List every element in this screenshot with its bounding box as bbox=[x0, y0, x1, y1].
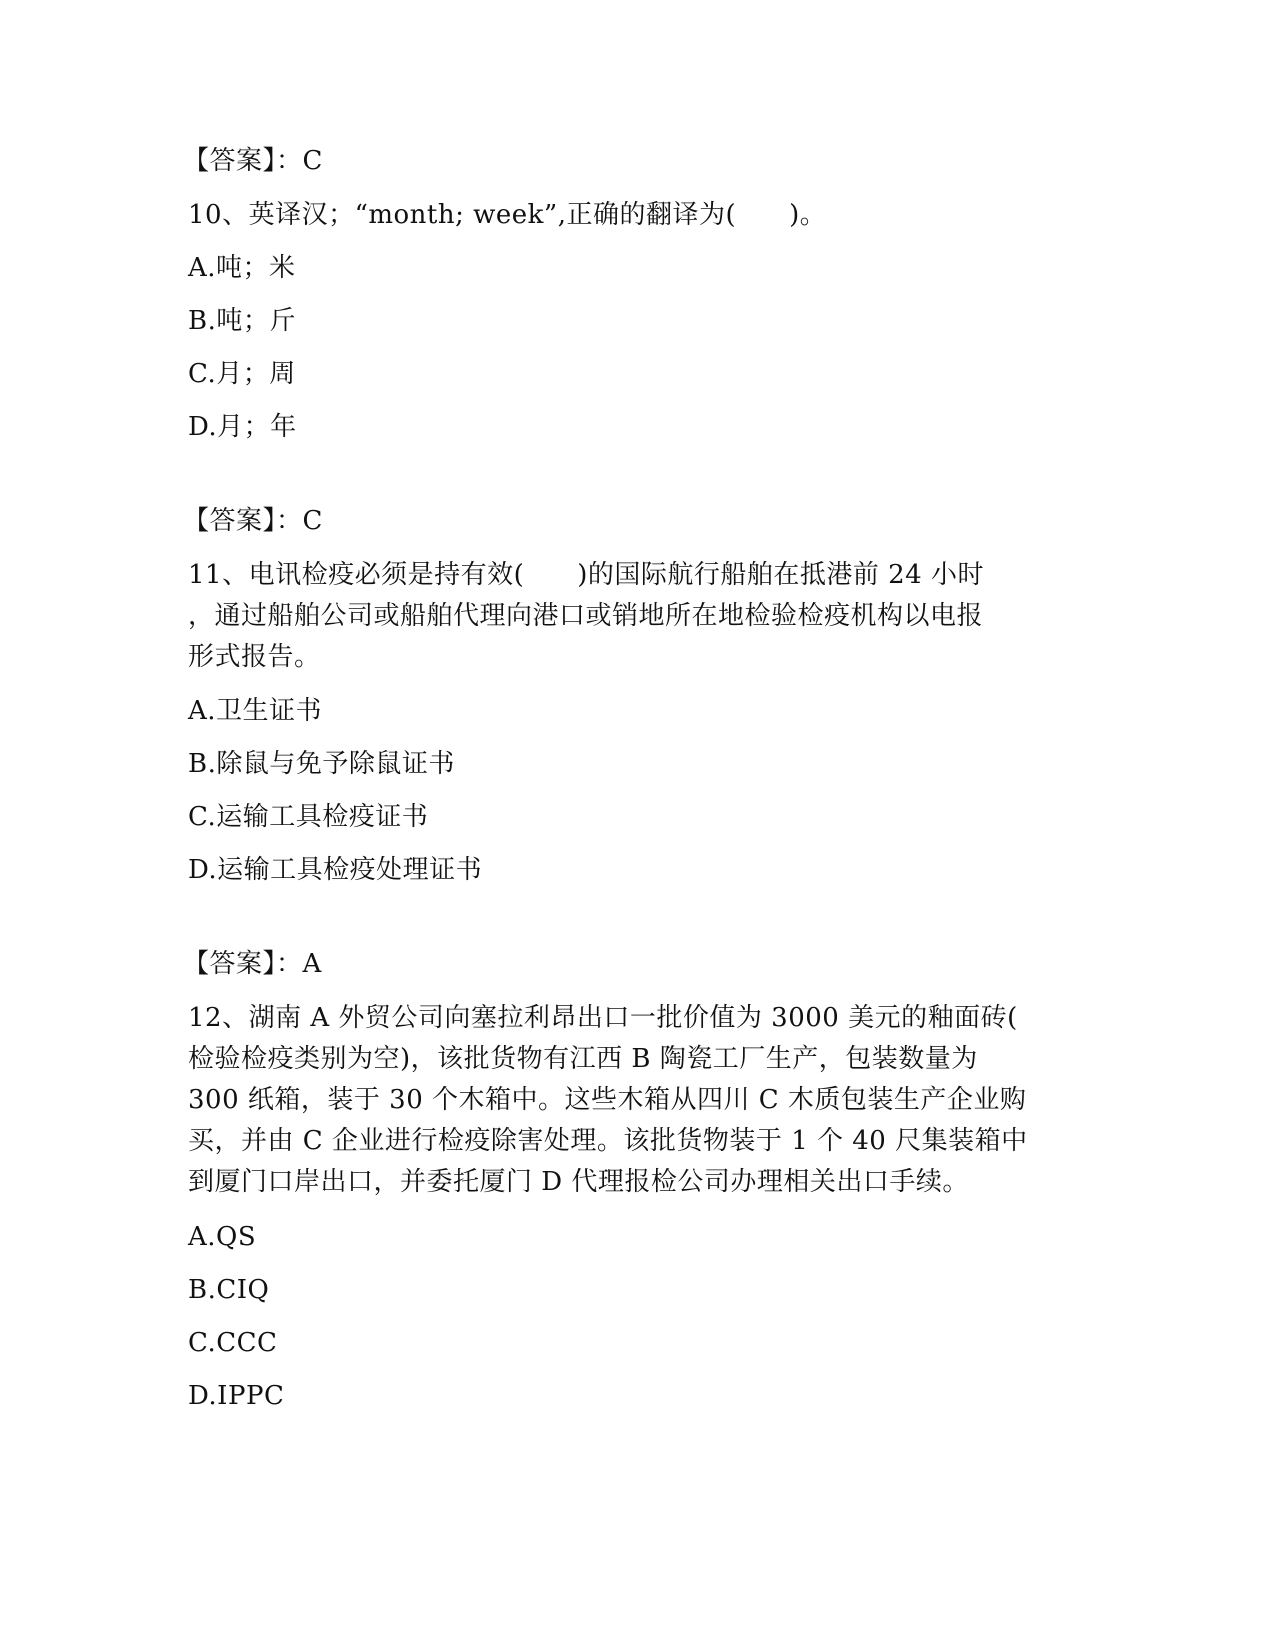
question-11-answer: 【答案】：A bbox=[183, 949, 322, 979]
question-10-option-b: B.吨；斤 bbox=[188, 306, 296, 336]
question-12-option-d: D.IPPC bbox=[188, 1381, 285, 1411]
question-11-option-a: A.卫生证书 bbox=[188, 696, 323, 726]
question-11-option-d: D.运输工具检疫处理证书 bbox=[188, 855, 483, 885]
question-12-option-a: A.QS bbox=[188, 1222, 257, 1252]
question-12-option-c: C.CCC bbox=[188, 1328, 278, 1358]
question-12-stem-line-1: 12、湖南 A 外贸公司向塞拉利昂出口一批价值为 3000 美元的釉面砖( bbox=[188, 1003, 1018, 1033]
question-12-stem-line-2: 检验检疫类别为空)，该批货物有江西 B 陶瓷工厂生产，包装数量为 bbox=[188, 1044, 978, 1074]
question-12-stem-line-4: 买，并由 C 企业进行检疫除害处理。该批货物装于 1 个 40 尺集装箱中 bbox=[188, 1126, 1028, 1156]
question-12-stem-line-5: 到厦门口岸出口，并委托厦门 D 代理报检公司办理相关出口手续。 bbox=[188, 1167, 969, 1197]
question-11-option-b: B.除鼠与免予除鼠证书 bbox=[188, 749, 455, 779]
question-11-stem-line-3: 形式报告。 bbox=[188, 642, 321, 672]
question-10-option-d: D.月；年 bbox=[188, 412, 297, 442]
question-12-stem-line-3: 300 纸箱，装于 30 个木箱中。这些木箱从四川 C 木质包装生产企业购 bbox=[188, 1085, 1027, 1115]
question-12-option-b: B.CIQ bbox=[188, 1275, 270, 1305]
question-11-option-c: C.运输工具检疫证书 bbox=[188, 802, 429, 832]
question-10-stem: 10、英译汉；“month; week”,正确的翻译为( )。 bbox=[188, 200, 827, 230]
answer-label: 【答案】：C bbox=[183, 146, 323, 176]
question-10-answer: 【答案】：C bbox=[183, 506, 323, 536]
question-10-option-c: C.月；周 bbox=[188, 359, 296, 389]
question-11-stem-line-1: 11、电讯检疫必须是持有效( )的国际航行船舶在抵港前 24 小时 bbox=[188, 560, 984, 590]
question-11-stem-line-2: ，通过船舶公司或船舶代理向港口或销地所在地检验检疫机构以电报 bbox=[188, 601, 984, 631]
question-10-option-a: A.吨；米 bbox=[188, 253, 296, 283]
